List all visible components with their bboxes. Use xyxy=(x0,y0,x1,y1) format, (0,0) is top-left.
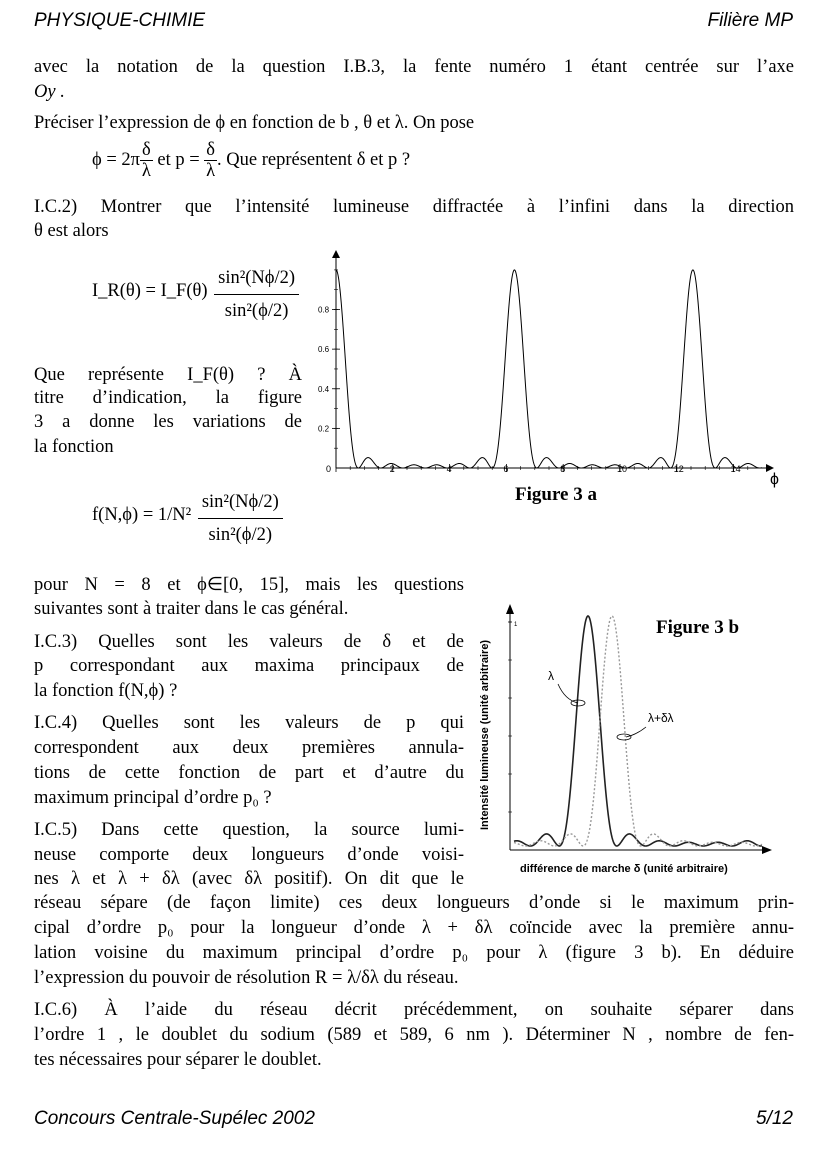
figure-3b-xlabel: différence de marche δ (unité arbitraire) xyxy=(520,863,728,875)
figure-3b-ytick-label-1: 1 xyxy=(514,622,518,628)
figure-3b-legend-lambda-dl: λ+δλ xyxy=(648,711,674,725)
q5-line7: l’expression du pouvoir de résolution R = λ/δλ du réseau. xyxy=(34,968,459,988)
q6-line3: tes nécessaires pour séparer le doublet. xyxy=(34,1050,322,1070)
q5-line6: lation voisine du maximum principal d’ordre p₀ pour λ (figure 3 b). En déduire xyxy=(34,943,794,963)
figure-3a-curve xyxy=(336,270,762,468)
q6-line1: I.C.6) À l’aide du réseau décrit précédemment, on souhaite séparer dans xyxy=(34,1000,794,1020)
figure-3a-xtick-label-10: 10 xyxy=(617,464,628,474)
q5-line1: I.C.5) Dans cette question, la source lumi- xyxy=(34,820,464,840)
footer-page: 5/12 xyxy=(756,1108,793,1129)
q2-line2: θ est alors xyxy=(34,221,109,241)
header-subject: PHYSIQUE-CHIMIE xyxy=(34,10,206,31)
figure-3b-y-arrow xyxy=(506,604,514,614)
figure-3b-marker-lambda-dl xyxy=(617,734,631,740)
q2-text5: pour N = 8 et ϕ∈[0, 15], mais les questions xyxy=(34,575,464,595)
q2-line1: I.C.2) Montrer que l’intensité lumineuse diffractée à l’infini dans la direction xyxy=(34,197,794,217)
figure-3a-ytick-label-0.2: 0.2 xyxy=(318,424,330,434)
q5-line5: cipal d’ordre p₀ pour la longueur d’onde λ + δλ coïncide avec la première annu- xyxy=(34,918,794,938)
p1-line1: avec la notation de la question I.B.3, la fente numéro 1 étant centrée sur l’axe xyxy=(34,57,794,77)
q2-text2: titre d’indication, la figure xyxy=(34,388,302,408)
figure-3a-ticks xyxy=(318,270,748,474)
figure-3b-caption: Figure 3 b xyxy=(656,617,740,638)
figure-3b-curve-lambda-dl xyxy=(514,616,762,846)
figure-3b-x-arrow xyxy=(762,846,772,854)
figure-3a-xtick-label-8: 8 xyxy=(560,464,566,474)
q3-line3: la fonction f(N,ϕ) ? xyxy=(34,681,178,701)
figure-3a-axes xyxy=(332,250,774,472)
q4-line1: I.C.4) Quelles sont les valeurs de p qui xyxy=(34,713,464,733)
figure-3a-y-arrow xyxy=(332,250,340,258)
figure-3a-ytick-label-0.4: 0.4 xyxy=(318,384,330,394)
q5-line2: neuse comporte deux longueurs d’onde voisi- xyxy=(34,845,464,865)
figure-3a-xtick-label-6: 6 xyxy=(503,464,509,474)
figure-3a-chart xyxy=(300,248,800,498)
q5-line4: réseau sépare (de façon limite) ces deux longueurs d’onde si le maximum prin- xyxy=(34,893,794,913)
figure-3b-ylabel: Intensité lumineuse (unité arbitraire) xyxy=(479,639,491,830)
eq-phi-p: ϕ = 2π $\frac{\delta}{\lambda}$ et p = $\frac{\delta}{\lambda}$ . Que représentent δ et p ? xyxy=(92,140,411,181)
figure-3a-ytick-label-0.6: 0.6 xyxy=(318,345,330,355)
q4-line3: tions de cette fonction de part et d’autre du xyxy=(34,763,464,783)
q3-line2: p correspondant aux maxima principaux de xyxy=(34,656,464,676)
figure-3a-ytick-label-0.8: 0.8 xyxy=(318,305,330,315)
figure-3b-legend-dl-pointer xyxy=(626,727,646,737)
p1-line2: Oy . xyxy=(34,82,65,102)
q3-line1: I.C.3) Quelles sont les valeurs de δ et de xyxy=(34,632,464,652)
eq-intensity: I_R(θ) = I_F(θ) $\frac{\text{sin²(Nϕ/2)}}{\text{sin²(ϕ/2)}}$ xyxy=(92,262,299,321)
q2-text1: Que représente I_F(θ) ? À xyxy=(34,365,302,385)
q4-line4: maximum principal d’ordre p₀ ? xyxy=(34,788,272,808)
p1-line3: Préciser l’expression de ϕ en fonction de b , θ et λ. On pose xyxy=(34,113,475,133)
header-track: Filière MP xyxy=(707,10,793,31)
figure-3a-xtick-label-12: 12 xyxy=(673,464,684,474)
q2-text4: la fonction xyxy=(34,437,114,457)
q2-text3: 3 a donne les variations de xyxy=(34,412,302,432)
q4-line2: correspondent aux deux premières annula- xyxy=(34,738,464,758)
figure-3b-legend-lambda: λ xyxy=(548,669,554,683)
figure-3a-xtick-label-4: 4 xyxy=(446,464,452,474)
figure-3a-xtick-label-2: 2 xyxy=(389,464,395,474)
q6-line2: l’ordre 1 , le doublet du sodium (589 et 589, 6 nm ). Déterminer N , nombre de fen- xyxy=(34,1025,794,1045)
q5-line3: nes λ et λ + δλ (avec δλ positif). On dit que le xyxy=(34,869,464,889)
eq-fN: f(N,ϕ) = 1/N² $\frac{\text{sin²(Nϕ/2)}}{\text{sin²(ϕ/2)}}$ xyxy=(92,486,283,545)
figure-3a-xtick-label-14: 14 xyxy=(730,464,741,474)
figure-3a-xlabel: ϕ xyxy=(770,471,779,488)
footer-contest: Concours Centrale-Supélec 2002 xyxy=(34,1108,315,1129)
figure-3a-caption: Figure 3 a xyxy=(515,484,597,505)
figure-3a-xtick-label-0: 0 xyxy=(326,464,332,474)
figure-3b-curve-lambda xyxy=(514,616,762,846)
figure-3b-chart xyxy=(470,600,800,880)
q2-text6: suivantes sont à traiter dans le cas général. xyxy=(34,599,349,619)
